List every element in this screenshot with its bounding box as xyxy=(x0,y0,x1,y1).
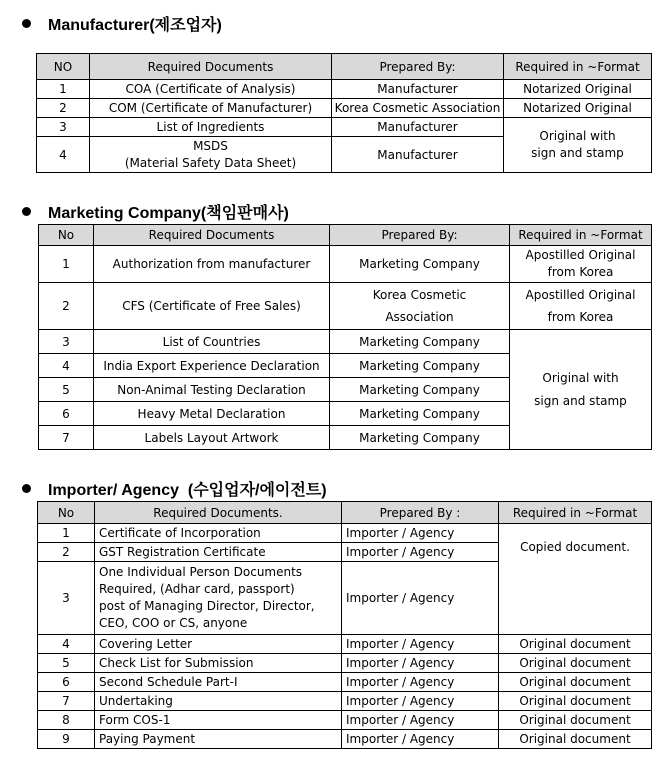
table-header-row xyxy=(37,54,652,80)
cell-prepared-by: Importer / Agency xyxy=(342,562,499,635)
header-format: Required in ~Format xyxy=(499,502,652,524)
cell-no: 9 xyxy=(38,730,95,749)
importer-table xyxy=(37,501,652,749)
table-row xyxy=(39,246,652,283)
cell-prepared-by xyxy=(330,283,510,330)
format-line: Original with xyxy=(542,370,619,385)
cell-no: 7 xyxy=(39,426,94,450)
table-row xyxy=(38,692,652,711)
table-row xyxy=(38,673,652,692)
cell-format-merged: Copied document. xyxy=(499,524,652,635)
cell-document: Check List for Submission xyxy=(95,654,342,673)
cell-format: Original document xyxy=(499,673,652,692)
marketing-title: Marketing Company(책임판매사) xyxy=(48,205,289,222)
cell-prepared-by: Marketing Company xyxy=(330,426,510,450)
cell-no: 4 xyxy=(38,635,95,654)
table-row xyxy=(39,283,652,330)
manufacturer-table xyxy=(36,53,652,173)
table-row xyxy=(37,118,652,137)
format-line: Apostilled Original xyxy=(525,288,636,302)
cell-format: Original document xyxy=(499,692,652,711)
cell-format: Notarized Original xyxy=(504,80,652,99)
table-row xyxy=(37,99,652,118)
cell-document: Undertaking xyxy=(95,692,342,711)
document-line: (Material Safety Data Sheet) xyxy=(124,155,297,170)
format-line: sign and stamp xyxy=(531,146,624,160)
prepared-by-line: Korea Cosmetic xyxy=(372,288,467,302)
header-format: Required in ~Format xyxy=(510,225,652,246)
cell-format-merged xyxy=(510,330,652,450)
table-header-row xyxy=(38,502,652,524)
bullet-icon xyxy=(22,19,31,28)
cell-format: Original document xyxy=(499,711,652,730)
manufacturer-title: Manufacturer(제조업자) xyxy=(48,17,222,34)
cell-no: 1 xyxy=(37,80,90,99)
cell-no: 3 xyxy=(37,118,90,137)
cell-prepared-by: Importer / Agency xyxy=(342,635,499,654)
cell-format: Original document xyxy=(499,654,652,673)
header-no: No xyxy=(39,225,94,246)
document-line: One Individual Person Documents xyxy=(99,565,303,579)
cell-document: Non-Animal Testing Declaration xyxy=(94,378,330,402)
header-prepared-by: Prepared By: xyxy=(332,54,504,80)
header-no: NO xyxy=(37,54,90,80)
bullet-icon xyxy=(22,207,31,216)
table-row xyxy=(38,524,652,543)
cell-prepared-by: Marketing Company xyxy=(330,378,510,402)
header-documents: Required Documents xyxy=(90,54,332,80)
cell-document: List of Ingredients xyxy=(90,118,332,137)
cell-document: Second Schedule Part-I xyxy=(95,673,342,692)
cell-document: Authorization from manufacturer xyxy=(94,246,330,283)
table-row xyxy=(38,654,652,673)
cell-prepared-by: Importer / Agency xyxy=(342,524,499,543)
cell-no: 1 xyxy=(39,246,94,283)
cell-document: CFS (Certificate of Free Sales) xyxy=(94,283,330,330)
table-row xyxy=(37,80,652,99)
cell-prepared-by: Manufacturer xyxy=(332,80,504,99)
table-row xyxy=(38,730,652,749)
document-line: post of Managing Director, Director, xyxy=(99,599,315,613)
cell-prepared-by: Marketing Company xyxy=(330,354,510,378)
cell-prepared-by: Korea Cosmetic Association xyxy=(332,99,504,118)
bullet-icon xyxy=(22,484,31,493)
cell-no: 6 xyxy=(38,673,95,692)
cell-document xyxy=(95,562,342,635)
header-documents: Required Documents. xyxy=(95,502,342,524)
cell-no: 4 xyxy=(39,354,94,378)
header-format: Required in ~Format xyxy=(504,54,652,80)
cell-no: 2 xyxy=(38,543,95,562)
table-header-row xyxy=(39,225,652,246)
cell-no: 1 xyxy=(38,524,95,543)
cell-format: Original document xyxy=(499,730,652,749)
format-line: from Korea xyxy=(547,310,614,324)
cell-document: Certificate of Incorporation xyxy=(95,524,342,543)
cell-prepared-by: Marketing Company xyxy=(330,330,510,354)
cell-document: COA (Certificate of Analysis) xyxy=(90,80,332,99)
document-line: CEO, COO or CS, anyone xyxy=(99,616,248,630)
cell-document: Covering Letter xyxy=(95,635,342,654)
document-line: Required, (Adhar card, passport) xyxy=(99,582,295,596)
cell-no: 3 xyxy=(38,562,95,635)
cell-document: GST Registration Certificate xyxy=(95,543,342,562)
cell-no: 2 xyxy=(37,99,90,118)
format-line: from Korea xyxy=(547,265,614,279)
cell-prepared-by: Marketing Company xyxy=(330,246,510,283)
document-line: MSDS xyxy=(193,138,228,153)
cell-no: 4 xyxy=(37,137,90,173)
header-no: No xyxy=(38,502,95,524)
cell-prepared-by: Importer / Agency xyxy=(342,730,499,749)
cell-prepared-by: Importer / Agency xyxy=(342,543,499,562)
section-title-manufacturer xyxy=(22,12,222,35)
cell-format: Notarized Original xyxy=(504,99,652,118)
cell-no: 7 xyxy=(38,692,95,711)
table-row xyxy=(39,330,652,354)
table-row xyxy=(38,711,652,730)
header-prepared-by: Prepared By: xyxy=(330,225,510,246)
cell-document: Labels Layout Artwork xyxy=(94,426,330,450)
section-title-importer xyxy=(22,477,327,500)
cell-document: COM (Certificate of Manufacturer) xyxy=(90,99,332,118)
importer-title: Importer/ Agency (수입업자/에이전트) xyxy=(48,482,327,499)
cell-prepared-by: Manufacturer xyxy=(332,118,504,137)
cell-no: 6 xyxy=(39,402,94,426)
cell-no: 5 xyxy=(38,654,95,673)
cell-prepared-by: Importer / Agency xyxy=(342,654,499,673)
marketing-table xyxy=(38,224,652,450)
cell-format-merged xyxy=(504,118,652,173)
cell-format xyxy=(510,246,652,283)
cell-format: Original document xyxy=(499,635,652,654)
table-row xyxy=(38,635,652,654)
cell-prepared-by: Manufacturer xyxy=(332,137,504,173)
cell-prepared-by: Importer / Agency xyxy=(342,692,499,711)
cell-no: 8 xyxy=(38,711,95,730)
cell-no: 3 xyxy=(39,330,94,354)
cell-document xyxy=(90,137,332,173)
cell-no: 5 xyxy=(39,378,94,402)
prepared-by-line: Association xyxy=(385,310,454,324)
cell-no: 2 xyxy=(39,283,94,330)
section-title-marketing xyxy=(22,200,289,223)
cell-document: Heavy Metal Declaration xyxy=(94,402,330,426)
cell-prepared-by: Marketing Company xyxy=(330,402,510,426)
cell-document: Form COS-1 xyxy=(95,711,342,730)
header-prepared-by: Prepared By : xyxy=(342,502,499,524)
format-line: sign and stamp xyxy=(534,393,627,408)
cell-document: Paying Payment xyxy=(95,730,342,749)
format-line: Apostilled Original xyxy=(525,248,636,262)
cell-prepared-by: Importer / Agency xyxy=(342,711,499,730)
format-line: Original with xyxy=(539,129,616,143)
cell-document: List of Countries xyxy=(94,330,330,354)
cell-document: India Export Experience Declaration xyxy=(94,354,330,378)
header-documents: Required Documents xyxy=(94,225,330,246)
cell-prepared-by: Importer / Agency xyxy=(342,673,499,692)
cell-format xyxy=(510,283,652,330)
